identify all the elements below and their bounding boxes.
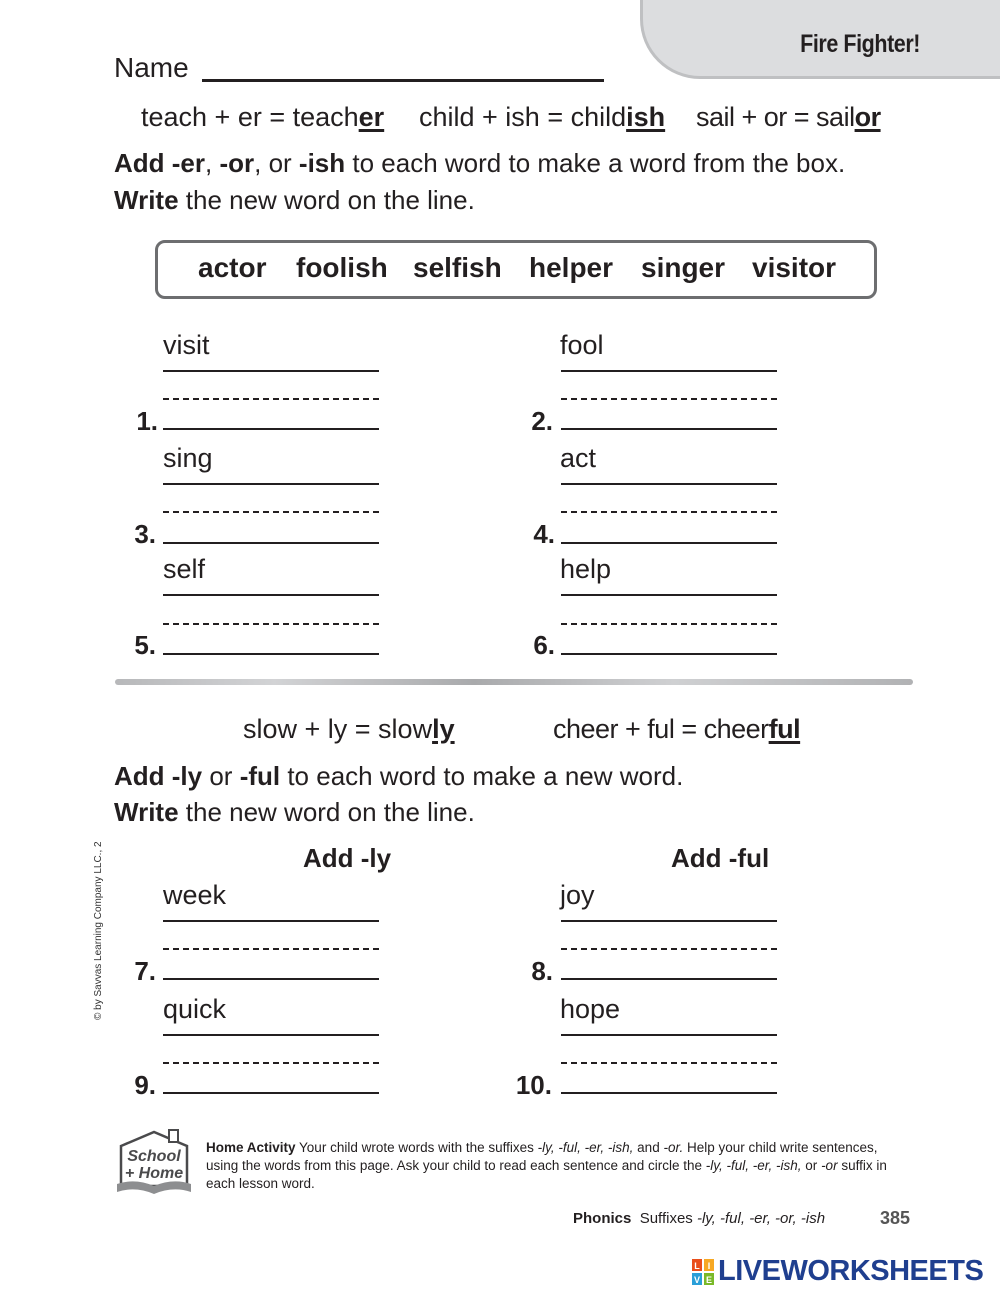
- writing-line-mid: [163, 623, 379, 625]
- item-number: 10.: [515, 1070, 552, 1100]
- answer-line-6[interactable]: [561, 653, 777, 655]
- footer-topic: Phonics Suffixes -ly, -ful, -er, -or, -ish: [573, 1210, 826, 1227]
- item-number: 6.: [533, 630, 555, 660]
- worksheet-title: Fire Fighter!: [800, 30, 920, 58]
- svg-text:E: E: [705, 1274, 713, 1285]
- writing-line-top: [561, 920, 777, 922]
- example-sailor: sail + or = sailor: [696, 102, 881, 132]
- column-heading-ly: Add -ly: [303, 843, 392, 873]
- base-word: quick: [163, 994, 227, 1024]
- base-word: visit: [163, 330, 210, 360]
- instruction-part1-line2: Write the new word on the line.: [114, 185, 475, 215]
- name-label: Name: [114, 52, 189, 83]
- base-word: hope: [560, 994, 621, 1024]
- base-word: week: [163, 880, 227, 910]
- column-heading-ful: Add -ful: [671, 843, 770, 873]
- item-number: 3.: [134, 519, 156, 549]
- writing-line-mid: [561, 623, 777, 625]
- base-word: joy: [560, 880, 595, 910]
- base-word: act: [560, 443, 597, 473]
- svg-text:V: V: [693, 1274, 701, 1285]
- writing-line-top: [561, 594, 777, 596]
- writing-line-top: [561, 1034, 777, 1036]
- answer-line-2[interactable]: [561, 428, 777, 430]
- writing-line-top: [163, 920, 379, 922]
- liveworksheets-wordmark[interactable]: LIVEWORKSHEETS: [718, 1255, 984, 1287]
- answer-line-1[interactable]: [163, 428, 379, 430]
- answer-line-9[interactable]: [163, 1092, 379, 1094]
- writing-line-mid: [163, 948, 379, 950]
- section-divider: [115, 679, 913, 685]
- writing-line-mid: [561, 1062, 777, 1064]
- base-word: self: [163, 554, 206, 584]
- word-box: [155, 240, 877, 299]
- example-teacher: teach + er = teacher: [141, 102, 385, 132]
- writing-line-top: [561, 483, 777, 485]
- item-number: 1.: [136, 406, 158, 436]
- liveworksheets-logo: [692, 1255, 983, 1285]
- answer-line-3[interactable]: [163, 542, 379, 544]
- base-word: fool: [560, 330, 604, 360]
- box-word-helper: helper: [529, 252, 614, 283]
- box-word-actor: actor: [198, 252, 267, 283]
- box-word-foolish: foolish: [296, 252, 388, 283]
- home-activity-text: Home Activity Your child wrote words with the suffixes -ly, -ful, -er, -ish, and -or. Help your child write sentences, using the words from this page. Ask your child to read each sentence and circle the -ly, -ful, -er, -ish, or -or suffix in each lesson word.: [206, 1140, 887, 1191]
- item-number: 9.: [134, 1070, 156, 1100]
- example-slowly: slow + ly = slowly: [243, 714, 455, 744]
- instruction-part2-line2: Write the new word on the line.: [114, 797, 475, 827]
- box-word-singer: singer: [641, 252, 726, 283]
- writing-line-mid: [561, 948, 777, 950]
- item-number: 8.: [531, 956, 553, 986]
- svg-text:L: L: [694, 1260, 700, 1271]
- liveworksheets-icon: [692, 1259, 714, 1285]
- copyright-notice: © by Savvas Learning Company LLC., 2: [93, 841, 104, 1020]
- box-word-selfish: selfish: [413, 252, 502, 283]
- answer-line-10[interactable]: [561, 1092, 777, 1094]
- writing-line-top: [163, 483, 379, 485]
- writing-line-mid: [163, 511, 379, 513]
- answer-line-4[interactable]: [561, 542, 777, 544]
- base-word: help: [560, 554, 612, 584]
- writing-line-mid: [163, 398, 379, 400]
- svg-text:I: I: [707, 1260, 711, 1271]
- item-number: 2.: [531, 406, 553, 436]
- base-word: sing: [163, 443, 213, 473]
- item-number: 4.: [533, 519, 555, 549]
- writing-line-top: [163, 594, 379, 596]
- writing-line-mid: [561, 511, 777, 513]
- item-number: 7.: [134, 956, 156, 986]
- svg-text:+ Home: + Home: [124, 1165, 184, 1182]
- writing-line-top: [561, 370, 777, 372]
- answer-line-8[interactable]: [561, 978, 777, 980]
- example-childish: child + ish = childish: [419, 102, 666, 132]
- school-home-icon: [113, 1128, 195, 1196]
- instruction-part1-line1: Add -er, -or, or -ish to each word to make a word from the box.: [114, 148, 846, 178]
- item-number: 5.: [134, 630, 156, 660]
- writing-line-top: [163, 1034, 379, 1036]
- school-home-logo: [113, 1128, 195, 1196]
- writing-line-mid: [163, 1062, 379, 1064]
- box-word-visitor: visitor: [752, 252, 837, 283]
- example-cheerful: cheer + ful = cheerful: [553, 714, 801, 744]
- writing-line-mid: [561, 398, 777, 400]
- answer-line-7[interactable]: [163, 978, 379, 980]
- writing-line-top: [163, 370, 379, 372]
- page-number: 385: [880, 1208, 911, 1228]
- name-input-line[interactable]: [202, 79, 604, 82]
- instruction-part2-line1: Add -ly or -ful to each word to make a new word.: [114, 761, 684, 791]
- svg-text:School: School: [127, 1148, 181, 1165]
- answer-line-5[interactable]: [163, 653, 379, 655]
